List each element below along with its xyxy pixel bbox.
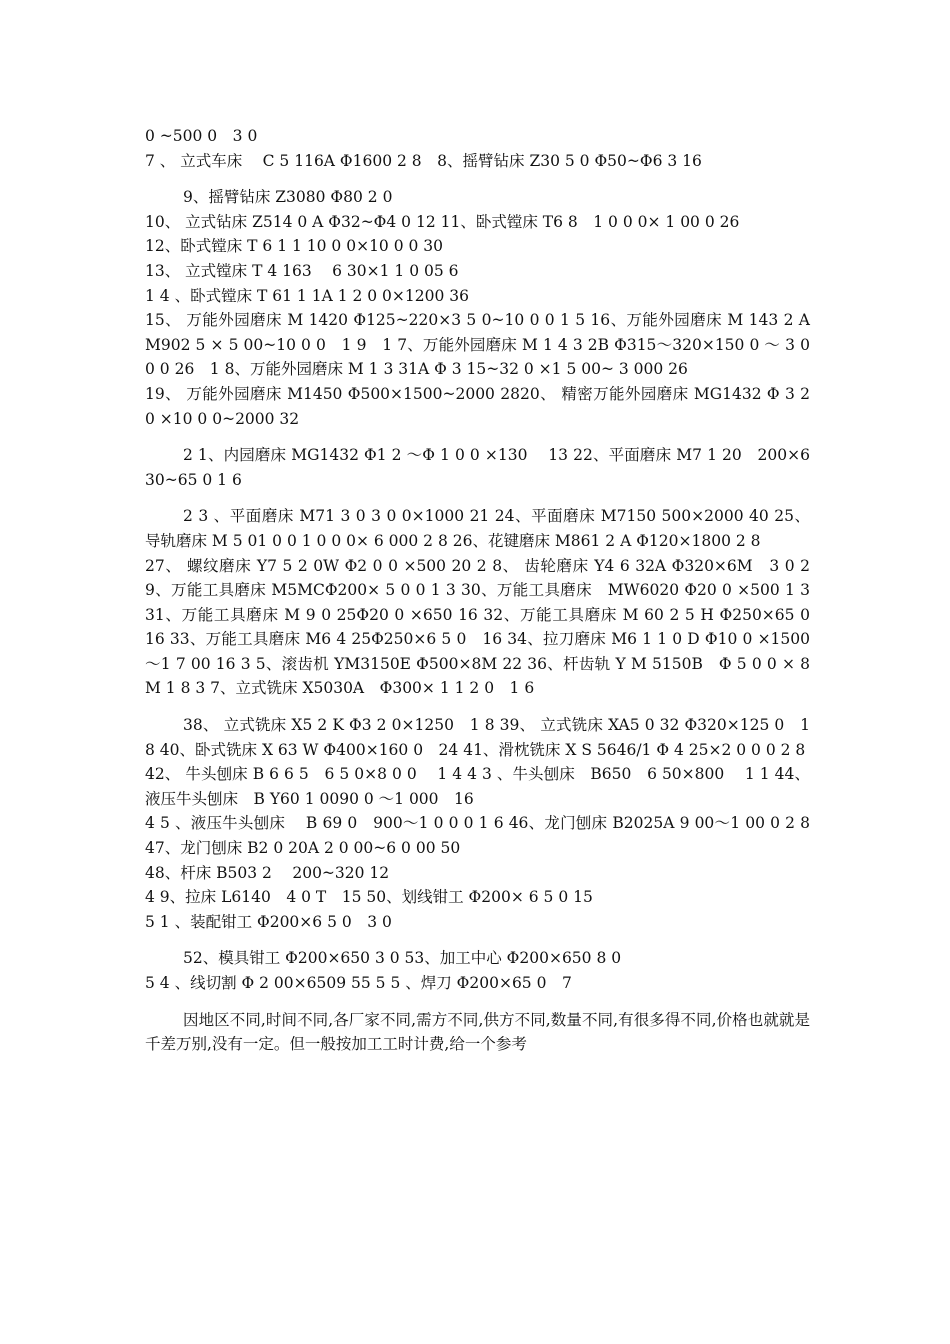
paragraph: 9、摇臂钻床 Z3080 Φ80 2 0 xyxy=(183,188,393,207)
paragraph: 42、 牛头刨床 B 6 6 5 6 5 0×8 0 0 1 4 4 3 、牛头刨床 B650 6 50×800 1 1 44、液压牛头刨床 B Y60 1 0090 0 ～1 000 16 xyxy=(145,765,810,808)
paragraph: 10、 立式钻床 Z514 0 A Φ32~Φ4 0 12 11、卧式镗床 T6 8 1 0 0 0× 1 00 0 26 xyxy=(145,212,740,231)
paragraph: 52、模具钳工 Φ200×650 3 0 53、加工中心 Φ200×650 8 0 xyxy=(183,949,622,968)
paragraph: 15、 万能外园磨床 M 1420 Φ125~220×3 5 0~10 0 0 1 5 16、万能外园磨床 M 143 2 A M902 5 × 5 00~10 0 0 1 9 1 7、万能外园磨床 M 1 4 3 2B Φ315～320×150 0 ～ 3 0 0 0 26 1 8、万能外园磨床 M 1 3 31A Φ 3 15~32 0 ×1 5 00~ 3 000 26 xyxy=(145,311,810,379)
paragraph: 4 9、拉床 L6140 4 0 T 15 50、划线钳工 Φ200× 6 5 0 15 xyxy=(145,888,593,907)
paragraph: 2 1、内园磨床 MG1432 Φ1 2 ～Φ 1 0 0 ×130 13 22、平面磨床 M7 1 20 200×630~65 0 1 6 xyxy=(145,446,810,489)
paragraph: 4 5 、液压牛头刨床 B 69 0 900～1 0 0 0 1 6 46、龙门刨床 B2025A 9 00～1 00 0 2 8 47、龙门刨床 B2 0 20A 2 0 00~6 0 00 50 xyxy=(145,814,810,858)
paragraph: 48、杆床 B503 2 200~320 12 xyxy=(145,863,390,882)
paragraph: 12、卧式镗床 T 6 1 1 10 0 0×10 0 0 30 xyxy=(145,237,444,256)
paragraph: 7 、 立式车床 C 5 116A Φ1600 2 8 8、摇臂钻床 Z30 5 0 Φ50~Φ6 3 16 xyxy=(145,151,702,170)
document-page xyxy=(145,124,826,1057)
paragraph: 因地区不同,时间不同,各厂家不同,需方不同,供方不同,数量不同,有很多得不同,价格也就就是千差万别,没有一定。但一般按加工工时计费,给一个参考 xyxy=(145,1010,810,1054)
paragraph: 2 3 、平面磨床 M71 3 0 3 0 0×1000 21 24、平面磨床 M7150 500×2000 40 25、导轨磨床 M 5 01 0 0 1 0 0 0× 6 000 2 8 26、花键磨床 M861 2 A Φ120×1800 2 8 xyxy=(145,507,810,550)
paragraph: 27、 螺纹磨床 Y7 5 2 0W Φ2 0 0 ×500 20 2 8、 齿轮磨床 Y4 6 32A Φ320×6M 3 0 29、万能工具磨床 M5MCΦ200× 5 0 0 1 3 30、万能工具磨床 MW6020 Φ20 0 ×500 1 3 31、万能工具磨床 M 9 0 25Φ20 0 ×650 16 32、万能工具磨床 M 60 2 5 H Φ250×65 0 16 33、万能工具磨床 M6 4 25Φ250×6 5 0 16 34、拉刀磨床 M6 1 1 0 D Φ10 0 ×1500～1 7 00 16 3 5、滚齿机 YM3150E Φ500×8M 22 36、杆齿轨 Y M 5150B Φ 5 0 0 × 8 M 1 8 3 7、立式铣床 X5030A Φ300× 1 1 2 0 1 6 xyxy=(145,556,826,698)
paragraph: 0 ~500 0 3 0 xyxy=(145,127,258,145)
paragraph: 1 4 、卧式镗床 T 61 1 1A 1 2 0 0×1200 36 xyxy=(145,286,470,305)
paragraph: 5 4 、线切割 Φ 2 00×6509 55 5 5 、焊刀 Φ200×65 0 7 xyxy=(145,974,572,992)
paragraph: 19、 万能外园磨床 M1450 Φ500×1500~2000 2820、 精密万能外园磨床 MG1432 Φ 3 2 0 ×10 0 0~2000 32 xyxy=(145,384,810,428)
paragraph: 5 1 、装配钳工 Φ200×6 5 0 3 0 xyxy=(145,912,392,931)
paragraph: 38、 立式铣床 X5 2 K Φ3 2 0×1250 1 8 39、 立式铣床 XA5 0 32 Φ320×125 0 18 40、卧式铣床 X 63 W Φ400×160 0 24 41、滑枕铣床 X S 5646/1 Φ 4 25×2 0 0 0 2 8 xyxy=(145,716,810,759)
paragraph: 13、 立式镗床 T 4 163 6 30×1 1 0 05 6 xyxy=(145,261,459,280)
